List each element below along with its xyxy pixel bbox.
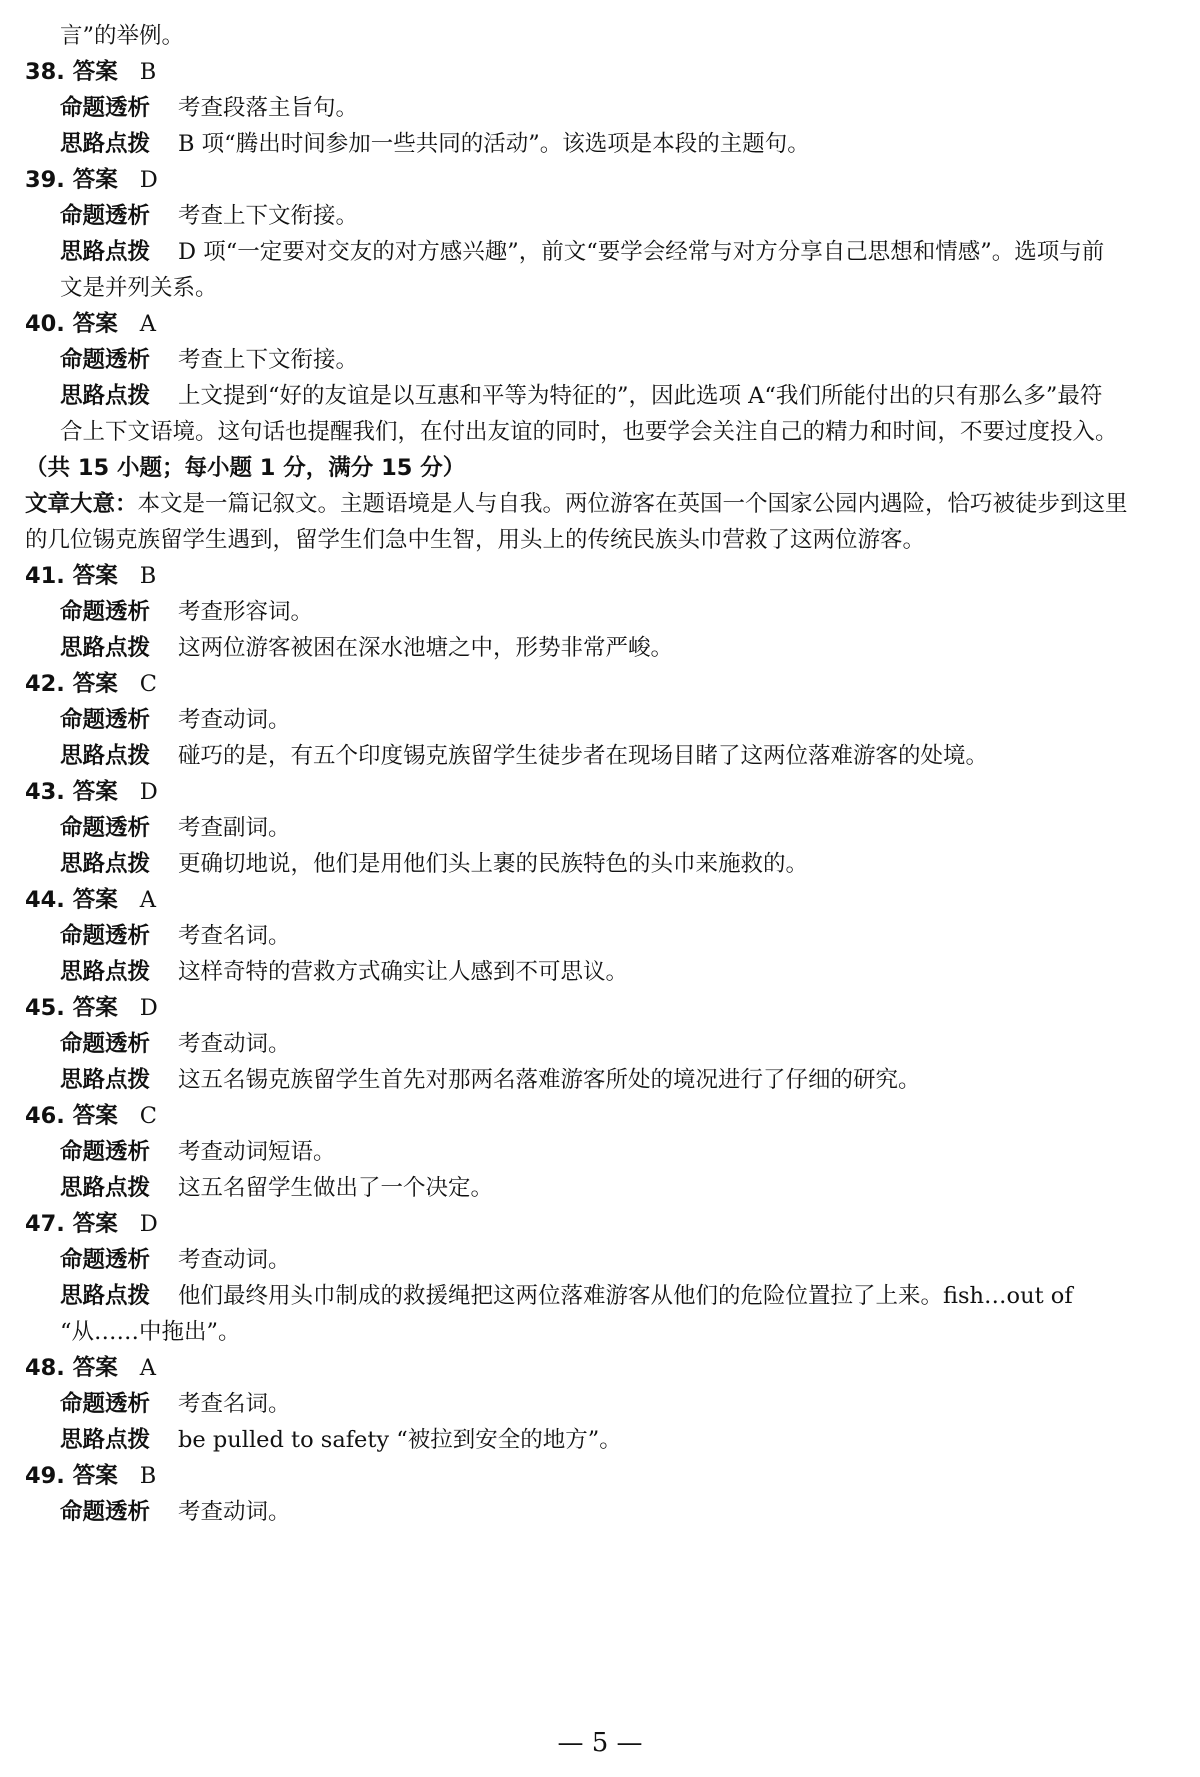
- summary-label: 文章大意：: [25, 491, 138, 517]
- question-48-analysis: 命题透析 考查名词。: [60, 1391, 291, 1417]
- page-number: — 5 —: [557, 1728, 643, 1758]
- question-38-hint: 思路点拨 B 项“腾出时间参加一些共同的活动”。该选项是本段的主题句。: [60, 131, 810, 157]
- question-49-answer: 49. 答案 B: [25, 1463, 157, 1489]
- question-46-hint: 思路点拨 这五名留学生做出了一个决定。: [60, 1175, 494, 1201]
- section-header: （共 15 小题；每小题 1 分，满分 15 分）: [25, 455, 466, 481]
- answer-value: B: [139, 59, 157, 85]
- question-38-analysis: 命题透析 考查段落主旨句。: [60, 95, 359, 121]
- question-46-answer: 46. 答案 C: [25, 1103, 157, 1129]
- question-48-answer: 48. 答案 A: [25, 1355, 156, 1381]
- question-43-analysis: 命题透析 考查副词。: [60, 815, 291, 841]
- question-43-answer: 43. 答案 D: [25, 779, 158, 805]
- question-39-hint: 思路点拨 D 项“一定要对交友的对方感兴趣”，前文“要学会经常与对方分享自己思想和情感”。选项与前: [60, 239, 1105, 265]
- question-49-analysis: 命题透析 考查动词。: [60, 1499, 291, 1525]
- continued-text-line: 言”的举例。: [60, 23, 185, 49]
- question-43-hint: 思路点拨 更确切地说，他们是用他们头上裹的民族特色的头巾来施救的。: [60, 851, 809, 877]
- question-47-hint-cont: “从……中拖出”。: [60, 1319, 241, 1345]
- article-summary: 文章大意：本文是一篇记叙文。主题语境是人与自我。两位游客在英国一个国家公园内遇险，恰巧被徒步到这里: [25, 491, 1128, 517]
- question-44-analysis: 命题透析 考查名词。: [60, 923, 291, 949]
- question-41-answer: 41. 答案 B: [25, 563, 157, 589]
- question-39-answer: 39. 答案 D: [25, 167, 158, 193]
- question-45-analysis: 命题透析 考查动词。: [60, 1031, 291, 1057]
- question-48-hint: 思路点拨 be pulled to safety “被拉到安全的地方”。: [60, 1427, 622, 1453]
- question-45-hint: 思路点拨 这五名锡克族留学生首先对那两名落难游客所处的境况进行了仔细的研究。: [60, 1067, 921, 1093]
- question-42-analysis: 命题透析 考查动词。: [60, 707, 291, 733]
- answer-label: 38. 答案: [25, 59, 118, 85]
- question-40-answer: 40. 答案 A: [25, 311, 156, 337]
- question-47-hint: 思路点拨 他们最终用头巾制成的救援绳把这两位落难游客从他们的危险位置拉了上来。fish…out of: [60, 1283, 1073, 1309]
- question-39-analysis: 命题透析 考查上下文衔接。: [60, 203, 359, 229]
- article-summary-cont: 的几位锡克族留学生遇到，留学生们急中生智，用头上的传统民族头巾营救了这两位游客。: [25, 527, 926, 553]
- question-45-answer: 45. 答案 D: [25, 995, 158, 1021]
- question-41-hint: 思路点拨 这两位游客被困在深水池塘之中，形势非常严峻。: [60, 635, 674, 661]
- question-44-hint: 思路点拨 这样奇特的营救方式确实让人感到不可思议。: [60, 959, 629, 985]
- question-47-answer: 47. 答案 D: [25, 1211, 158, 1237]
- question-40-hint: 思路点拨 上文提到“好的友谊是以互惠和平等为特征的”，因此选项 A“我们所能付出的只有那么多”最符: [60, 383, 1103, 409]
- question-41-analysis: 命题透析 考查形容词。: [60, 599, 314, 625]
- question-42-answer: 42. 答案 C: [25, 671, 157, 697]
- question-44-answer: 44. 答案 A: [25, 887, 156, 913]
- question-40-hint-cont: 合上下文语境。这句话也提醒我们，在付出友谊的同时，也要学会关注自己的精力和时间，不要过度投入。: [60, 419, 1118, 445]
- question-38-answer: [25, 54, 156, 90]
- question-39-hint-cont: 文是并列关系。: [60, 275, 218, 301]
- question-40-analysis: 命题透析 考查上下文衔接。: [60, 347, 359, 373]
- question-47-analysis: 命题透析 考查动词。: [60, 1247, 291, 1273]
- question-42-hint: 思路点拨 碰巧的是，有五个印度锡克族留学生徒步者在现场目睹了这两位落难游客的处境。: [60, 743, 989, 769]
- question-46-analysis: 命题透析 考查动词短语。: [60, 1139, 336, 1165]
